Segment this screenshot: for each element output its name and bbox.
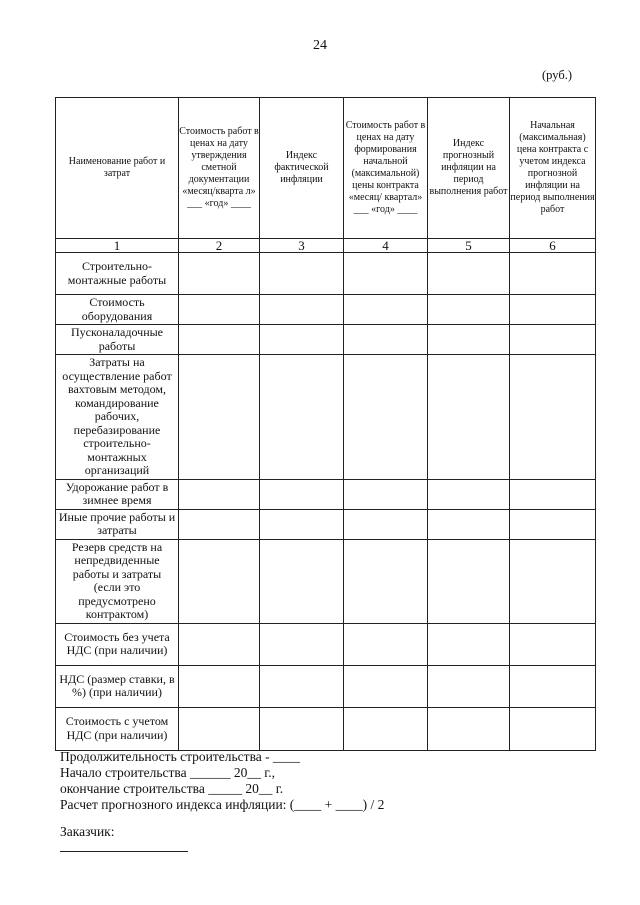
currency-note: (руб.) — [542, 68, 572, 82]
empty-cell — [510, 295, 596, 325]
empty-cell — [179, 355, 260, 480]
row-label: НДС (размер ставки, в %) (при наличии) — [56, 665, 179, 707]
empty-cell — [428, 509, 510, 539]
empty-cell — [179, 509, 260, 539]
column-number: 5 — [428, 239, 510, 253]
empty-cell — [428, 665, 510, 707]
header-cell: Начальная (максимальная) цена контракта с учетом индекса прогнозной инфляции на период выполнения работ — [510, 98, 596, 239]
empty-cell — [179, 253, 260, 295]
empty-cell — [260, 539, 344, 623]
signature-line — [60, 851, 188, 852]
empty-cell — [510, 509, 596, 539]
duration-line: Продолжительность строительства - ____ — [60, 749, 301, 764]
empty-cell — [428, 295, 510, 325]
table-row — [56, 355, 596, 480]
empty-cell — [344, 623, 428, 665]
header-cell: Наименование работ и затрат — [56, 98, 179, 239]
empty-cell — [179, 665, 260, 707]
row-label: Стоимость оборудования — [56, 295, 179, 325]
empty-cell — [510, 253, 596, 295]
row-label: Строительно-монтажные работы — [56, 253, 179, 295]
table-row — [56, 539, 596, 623]
empty-cell — [428, 539, 510, 623]
header-cell: Стоимость работ в ценах на дату формирования начальной (максимальной) цены контракта «месяц/ квартал» ___ «год» ____ — [344, 98, 428, 239]
empty-cell — [428, 253, 510, 295]
empty-cell — [510, 355, 596, 480]
empty-cell — [510, 325, 596, 355]
empty-cell — [428, 707, 510, 750]
empty-cell — [510, 623, 596, 665]
row-label: Стоимость без учета НДС (при наличии) — [56, 623, 179, 665]
row-label: Затраты на осуществление работ вахтовым методом, командирование рабочих, перебазирование строительно-монтажных организаций — [56, 355, 179, 480]
empty-cell — [260, 509, 344, 539]
row-label: Пусконаладочные работы — [56, 325, 179, 355]
end-line: окончание строительства _____ 20__ г. — [60, 781, 284, 796]
empty-cell — [179, 295, 260, 325]
empty-cell — [179, 623, 260, 665]
empty-cell — [344, 295, 428, 325]
table-row — [56, 479, 596, 509]
row-label: Иные прочие работы и затраты — [56, 509, 179, 539]
empty-cell — [260, 623, 344, 665]
empty-cell — [344, 509, 428, 539]
empty-cell — [260, 355, 344, 480]
row-label: Резерв средств на непредвиденные работы и затраты (если это предусмотрено контрактом) — [56, 539, 179, 623]
column-number: 4 — [344, 239, 428, 253]
table-row — [56, 665, 596, 707]
table-row — [56, 253, 596, 295]
empty-cell — [428, 325, 510, 355]
empty-cell — [344, 355, 428, 480]
table-row — [56, 707, 596, 750]
column-number: 6 — [510, 239, 596, 253]
page-number: 24 — [313, 38, 327, 53]
table-row — [56, 509, 596, 539]
empty-cell — [344, 253, 428, 295]
column-number: 3 — [260, 239, 344, 253]
empty-cell — [510, 479, 596, 509]
empty-cell — [428, 479, 510, 509]
empty-cell — [179, 707, 260, 750]
table-row — [56, 295, 596, 325]
empty-cell — [344, 539, 428, 623]
empty-cell — [179, 539, 260, 623]
header-cell: Индекс прогнозный инфляции на период выполнения работ — [428, 98, 510, 239]
empty-cell — [428, 623, 510, 665]
empty-cell — [344, 707, 428, 750]
empty-cell — [344, 479, 428, 509]
empty-cell — [510, 665, 596, 707]
empty-cell — [260, 253, 344, 295]
empty-cell — [344, 665, 428, 707]
column-number-row — [56, 239, 596, 253]
construction-info — [60, 749, 384, 813]
row-label: Стоимость с учетом НДС (при наличии) — [56, 707, 179, 750]
customer-label: Заказчик: — [60, 824, 115, 839]
table-row — [56, 325, 596, 355]
empty-cell — [260, 295, 344, 325]
empty-cell — [344, 325, 428, 355]
empty-cell — [260, 707, 344, 750]
cost-table — [55, 97, 596, 751]
empty-cell — [260, 665, 344, 707]
empty-cell — [179, 325, 260, 355]
empty-cell — [510, 539, 596, 623]
column-number: 2 — [179, 239, 260, 253]
empty-cell — [260, 479, 344, 509]
header-cell: Стоимость работ в ценах на дату утверждения сметной документации «месяц/кварта л» ___ «год» ____ — [179, 98, 260, 239]
empty-cell — [510, 707, 596, 750]
column-number: 1 — [56, 239, 179, 253]
start-line: Начало строительства ______ 20__ г., — [60, 765, 275, 780]
table-row — [56, 623, 596, 665]
table-header-row — [56, 98, 596, 239]
empty-cell — [260, 325, 344, 355]
header-cell: Индекс фактической инфляции — [260, 98, 344, 239]
row-label: Удорожание работ в зимнее время — [56, 479, 179, 509]
inflation-index-line: Расчет прогнозного индекса инфляции: (____ + ____) / 2 — [60, 797, 385, 812]
empty-cell — [428, 355, 510, 480]
empty-cell — [179, 479, 260, 509]
